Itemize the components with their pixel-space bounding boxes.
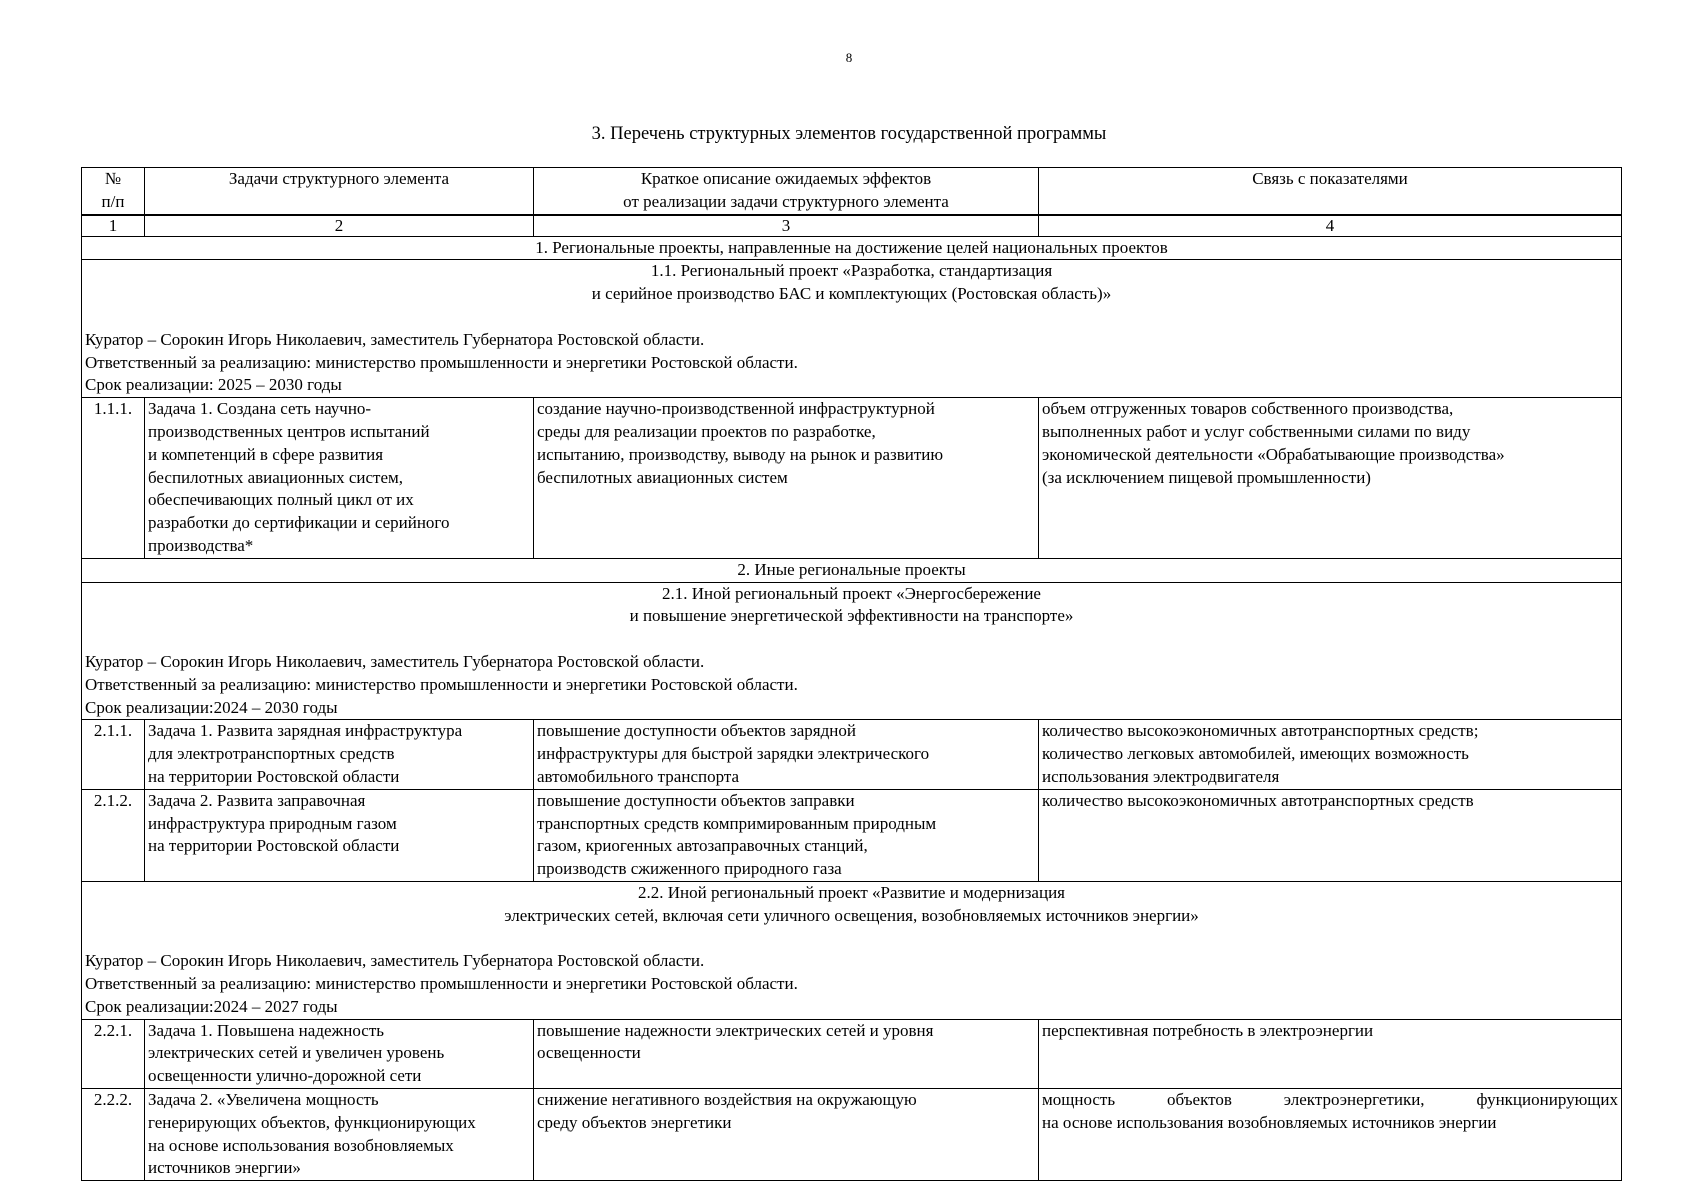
- task-number: 2.2.2.: [82, 1089, 145, 1181]
- section-title: 1. Региональные проекты, направленные на достижение целей национальных проектов: [82, 236, 1622, 260]
- text-line: Задача 2. Развита заправочная: [148, 790, 366, 810]
- table-row: [82, 1089, 1622, 1181]
- text-line: Задача 1. Создана сеть научно-: [148, 399, 372, 419]
- table-header-row: [82, 168, 1622, 215]
- text-line: количество высокоэкономичных автотранспортных средств;: [1042, 721, 1479, 741]
- header-num: № п/п: [82, 168, 145, 215]
- project-title-line: 2.1. Иной региональный проект «Энергосбережение: [662, 583, 1041, 603]
- text-line: беспилотных авиационных систем,: [148, 467, 404, 487]
- project-responsible: Ответственный за реализацию: министерство промышленности и энергетики Ростовской области.: [85, 674, 798, 694]
- text-line: обеспечивающих полный цикл от их: [148, 490, 414, 510]
- text-line: снижение негативного воздействия на окружающую: [537, 1090, 917, 1110]
- text-line: количество легковых автомобилей, имеющих возможность: [1042, 744, 1469, 764]
- text-line: на территории Ростовской области: [148, 766, 400, 786]
- project-title-line: электрических сетей, включая сети уличного освещения, возобновляемых источников энергии»: [504, 905, 1199, 925]
- project-curator: Куратор – Сорокин Игорь Николаевич, заместитель Губернатора Ростовской области.: [85, 651, 705, 671]
- project-title-line: 1.1. Региональный проект «Разработка, стандартизация: [650, 261, 1053, 281]
- text-line: производств сжиженного природного газа: [537, 859, 842, 879]
- table-row: [82, 789, 1622, 881]
- project-responsible: Ответственный за реализацию: министерство промышленности и энергетики Ростовской области.: [85, 974, 798, 994]
- task-description: [145, 789, 534, 881]
- text-line: источников энергии»: [148, 1158, 301, 1178]
- project-title-line: и повышение энергетической эффективности на транспорте»: [629, 606, 1074, 626]
- text-line: использования электродвигателя: [1042, 766, 1280, 786]
- text-line: повышение надежности электрических сетей и уровня: [537, 1020, 934, 1040]
- expected-effect: [534, 1019, 1039, 1088]
- task-description: [145, 398, 534, 559]
- project-curator: Куратор – Сорокин Игорь Николаевич, заместитель Губернатора Ростовской области.: [85, 329, 705, 349]
- expected-effect: [534, 789, 1039, 881]
- project-info: [82, 260, 1622, 398]
- text-line: для электротранспортных средств: [148, 744, 395, 764]
- text-line: повышение доступности объектов заправки: [537, 790, 855, 810]
- spacer: [85, 306, 1618, 329]
- text-line: перспективная потребность в электроэнергии: [1042, 1020, 1374, 1040]
- text-line: инфраструктура природным газом: [148, 813, 397, 833]
- text-line: Задача 1. Повышена надежность: [148, 1020, 385, 1040]
- task-description: [145, 1089, 534, 1181]
- spacer: [85, 628, 1618, 651]
- text-line: освещенности: [537, 1043, 641, 1063]
- project-period: Срок реализации:2024 – 2030 годы: [85, 697, 338, 717]
- text-line: на основе использования возобновляемых: [148, 1135, 454, 1155]
- text-line: создание научно-производственной инфраструктурной: [537, 399, 935, 419]
- task-number: 2.1.2.: [82, 789, 145, 881]
- text-line: автомобильного транспорта: [537, 766, 740, 786]
- text-line: производства*: [148, 535, 254, 555]
- task-number: 2.1.1.: [82, 720, 145, 789]
- text-line: беспилотных авиационных систем: [537, 467, 788, 487]
- text-line: и компетенций в сфере развития: [148, 444, 384, 464]
- header-indicators: Связь с показателями: [1039, 168, 1622, 215]
- project-responsible: Ответственный за реализацию: министерство промышленности и энергетики Ростовской области.: [85, 352, 798, 372]
- text-line: мощность объектов электроэнергетики, функционирующих: [1042, 1090, 1618, 1110]
- header-tasks: Задачи структурного элемента: [145, 168, 534, 215]
- indicator-link: [1039, 398, 1622, 559]
- table-row: [82, 720, 1622, 789]
- text-line: разработки до сертификации и серийного: [148, 513, 450, 533]
- expected-effect: [534, 720, 1039, 789]
- header-effects: Краткое описание ожидаемых эффектов от реализации задачи структурного элемента: [534, 168, 1039, 215]
- section-row: [82, 558, 1622, 582]
- text-line: на территории Ростовской области: [148, 836, 400, 856]
- column-number: 1: [82, 215, 145, 237]
- text-line: электрических сетей и увеличен уровень: [148, 1043, 445, 1063]
- project-info: [82, 582, 1622, 720]
- text-line: испытанию, производству, выводу на рынок и развитию: [537, 444, 944, 464]
- task-number: 1.1.1.: [82, 398, 145, 559]
- task-description: [145, 720, 534, 789]
- page-title: 3. Перечень структурных элементов государственной программы: [591, 124, 1107, 144]
- project-title-line: 2.2. Иной региональный проект «Развитие и модернизация: [638, 882, 1065, 902]
- indicator-link: [1039, 1089, 1622, 1181]
- text-line: объем отгруженных товаров собственного производства,: [1042, 399, 1454, 419]
- text-line: транспортных средств компримированным природным: [537, 813, 937, 833]
- project-curator: Куратор – Сорокин Игорь Николаевич, заместитель Губернатора Ростовской области.: [85, 951, 705, 971]
- column-number: 3: [534, 215, 1039, 237]
- expected-effect: [534, 398, 1039, 559]
- column-numbers-row: [82, 215, 1622, 237]
- project-row: [82, 260, 1622, 398]
- indicator-link: [1039, 789, 1622, 881]
- text-line: (за исключением пищевой промышленности): [1042, 467, 1371, 487]
- text-line: экономической деятельности «Обрабатывающие производства»: [1042, 444, 1505, 464]
- table-row: [82, 1019, 1622, 1088]
- text-line: среду объектов энергетики: [537, 1112, 732, 1132]
- project-info: [82, 881, 1622, 1019]
- text-line: освещенности улично-дорожной сети: [148, 1066, 422, 1086]
- column-number: 2: [145, 215, 534, 237]
- table-row: [82, 398, 1622, 559]
- indicator-link: [1039, 1019, 1622, 1088]
- project-period: Срок реализации:2024 – 2027 годы: [85, 996, 338, 1016]
- text-line: количество высокоэкономичных автотранспортных средств: [1042, 790, 1474, 810]
- spacer: [85, 928, 1618, 951]
- project-row: [82, 881, 1622, 1019]
- text-line: инфраструктуры для быстрой зарядки электрического: [537, 744, 930, 764]
- text-line: газом, криогенных автозаправочных станций,: [537, 836, 868, 856]
- project-title-line: и серийное производство БАС и комплектующих (Ростовская область)»: [591, 284, 1112, 304]
- section-row: [82, 236, 1622, 260]
- project-row: [82, 582, 1622, 720]
- project-period: Срок реализации: 2025 – 2030 годы: [85, 375, 342, 395]
- task-description: [145, 1019, 534, 1088]
- section-title: 2. Иные региональные проекты: [82, 558, 1622, 582]
- text-line: среды для реализации проектов по разработке,: [537, 421, 876, 441]
- text-line: выполненных работ и услуг собственными силами по виду: [1042, 421, 1471, 441]
- column-number: 4: [1039, 215, 1622, 237]
- task-number: 2.2.1.: [82, 1019, 145, 1088]
- text-line: Задача 1. Развита зарядная инфраструктура: [148, 721, 463, 741]
- structural-elements-table: [81, 167, 1622, 1181]
- expected-effect: [534, 1089, 1039, 1181]
- page-number: 8: [845, 50, 853, 65]
- text-line: повышение доступности объектов зарядной: [537, 721, 856, 741]
- indicator-link: [1039, 720, 1622, 789]
- text-line: на основе использования возобновляемых источников энергии: [1042, 1112, 1497, 1132]
- text-line: производственных центров испытаний: [148, 421, 430, 441]
- text-line: Задача 2. «Увеличена мощность: [148, 1090, 379, 1110]
- text-line: генерирующих объектов, функционирующих: [148, 1112, 476, 1132]
